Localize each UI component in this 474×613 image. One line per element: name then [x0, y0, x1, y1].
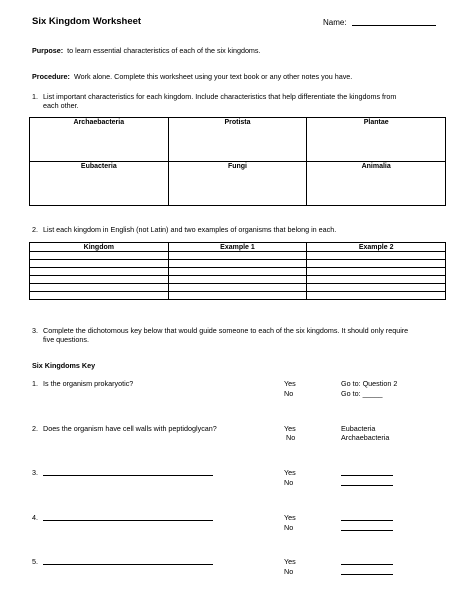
key-item-no: No	[286, 433, 296, 442]
q2-number: 2.	[32, 225, 38, 234]
key-question-blank[interactable]	[43, 564, 213, 565]
purpose-line	[32, 46, 261, 55]
key-item-no: No	[284, 389, 294, 398]
procedure-line	[32, 72, 352, 81]
key-item-no: No	[284, 567, 294, 576]
table-row	[30, 292, 446, 300]
key-item-no: No	[284, 523, 294, 532]
name-field[interactable]	[352, 25, 436, 26]
key-item-number: 4.	[32, 513, 38, 522]
worksheet-title: Six Kingdom Worksheet	[32, 16, 142, 27]
key-item-no-result[interactable]: Go to: _____	[341, 389, 383, 398]
kingdom-characteristics-table	[29, 117, 446, 206]
key-question-blank[interactable]	[43, 520, 213, 521]
table-row	[30, 268, 446, 276]
key-item-number: 5.	[32, 557, 38, 566]
purpose-text: to learn essential characteristics of each of the six kingdoms.	[67, 46, 261, 55]
key-item-number: 1.	[32, 379, 38, 388]
key-item-number: 3.	[32, 468, 38, 477]
key-heading: Six Kingdoms Key	[32, 361, 96, 370]
procedure-label: Procedure:	[32, 72, 70, 81]
key-item-yes-result: Go to: Question 2	[341, 379, 398, 388]
q1-text-line2: each other.	[43, 101, 79, 110]
key-yes-result-blank[interactable]	[341, 520, 393, 521]
table-row	[30, 260, 446, 268]
key-item-yes: Yes	[284, 557, 296, 566]
key-no-result-blank[interactable]	[341, 530, 393, 531]
key-item-number: 2.	[32, 424, 38, 433]
key-item-yes: Yes	[284, 379, 296, 388]
key-item-yes: Yes	[284, 468, 296, 477]
cell-fungi[interactable]: Fungi	[168, 162, 307, 206]
cell-plantae[interactable]: Plantae	[307, 118, 446, 162]
key-item-question: Does the organism have cell walls with peptidoglycan?	[43, 424, 217, 433]
key-yes-result-blank[interactable]	[341, 475, 393, 476]
key-item-yes: Yes	[284, 424, 296, 433]
table-row	[30, 276, 446, 284]
kingdom-examples-table	[29, 242, 446, 300]
col-header-example2: Example 2	[307, 243, 446, 252]
key-item-no-result: Archaebacteria	[341, 433, 390, 442]
name-label: Name:	[323, 18, 347, 27]
q1-number: 1.	[32, 92, 38, 101]
key-no-result-blank[interactable]	[341, 574, 393, 575]
cell-eubacteria[interactable]: Eubacteria	[30, 162, 169, 206]
table-row	[30, 252, 446, 260]
q3-text-line2: five questions.	[43, 335, 89, 344]
q2-text: List each kingdom in English (not Latin) and two examples of organisms that belong in each.	[43, 225, 337, 234]
key-no-result-blank[interactable]	[341, 485, 393, 486]
purpose-label: Purpose:	[32, 46, 64, 55]
cell-archaebacteria[interactable]: Archaebacteria	[30, 118, 169, 162]
q3-text-line1: Complete the dichotomous key below that would guide someone to each of the six kingdoms. It should only require	[43, 326, 409, 335]
cell-animalia[interactable]: Animalia	[307, 162, 446, 206]
key-item-question: Is the organism prokaryotic?	[43, 379, 134, 388]
col-header-kingdom: Kingdom	[30, 243, 169, 252]
cell-protista[interactable]: Protista	[168, 118, 307, 162]
table-row	[30, 284, 446, 292]
key-item-yes: Yes	[284, 513, 296, 522]
q1-text-line1: List important characteristics for each kingdom. Include characteristics that help differentiate the kingdoms from	[43, 92, 397, 101]
key-question-blank[interactable]	[43, 475, 213, 476]
col-header-example1: Example 1	[168, 243, 307, 252]
key-item-no: No	[284, 478, 294, 487]
q3-number: 3.	[32, 326, 38, 335]
key-yes-result-blank[interactable]	[341, 564, 393, 565]
procedure-text: Work alone. Complete this worksheet using your text book or any other notes you have.	[73, 72, 353, 81]
key-item-yes-result: Eubacteria	[341, 424, 376, 433]
